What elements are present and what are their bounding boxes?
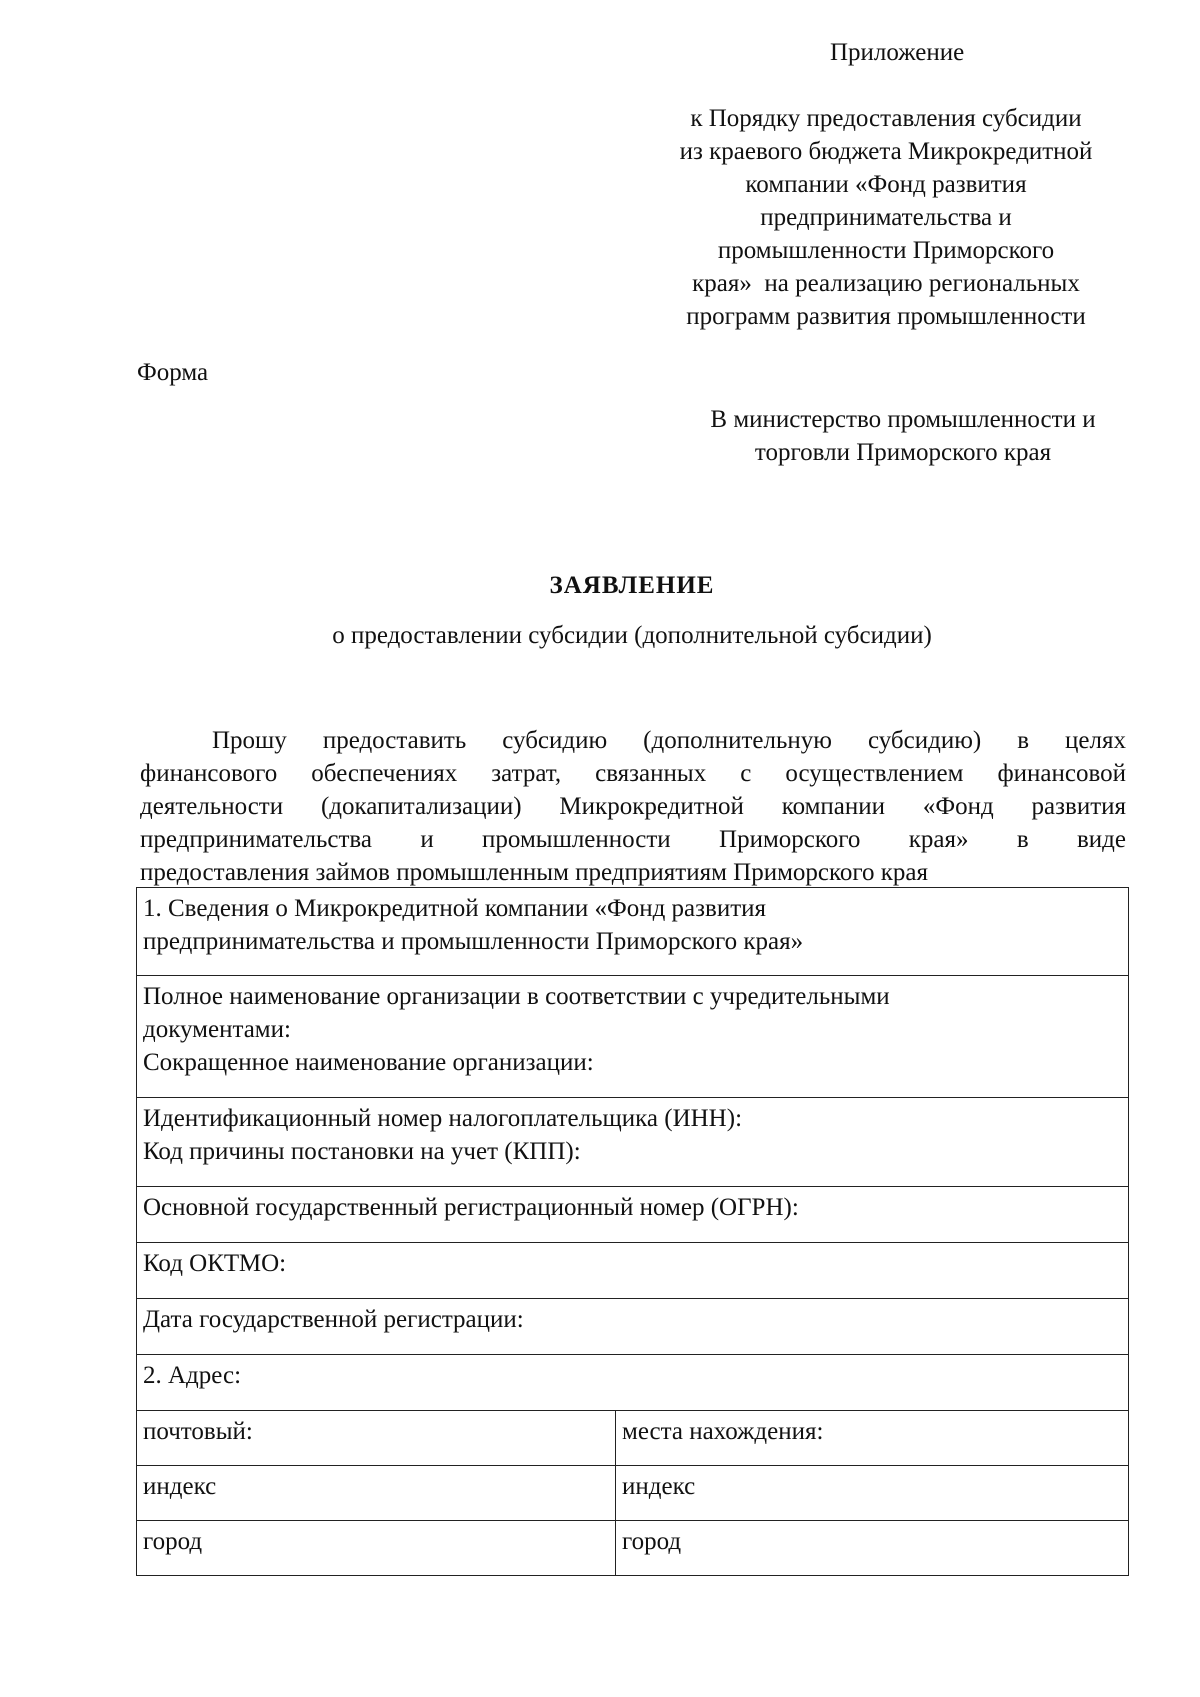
addressee-line: В министерство промышленности и — [710, 406, 1096, 433]
paragraph-line: Прошу предоставить субсидию (дополнительную субсидию) в целях — [212, 727, 1126, 754]
registration-date-field[interactable] — [137, 1299, 1129, 1355]
postal-city-field[interactable] — [137, 1521, 616, 1576]
full-name-field[interactable] — [137, 976, 1129, 1098]
location-city-field[interactable] — [616, 1521, 1129, 1576]
postal-address-label: почтовый: — [143, 1418, 253, 1445]
appendix-line: программ развития промышленности — [686, 303, 1086, 330]
appendix-title: Приложение — [830, 39, 965, 66]
form-label: Форма — [137, 359, 209, 386]
paragraph-line: предпринимательства и промышленности Приморского края» в виде — [140, 826, 1126, 853]
paragraph-line: деятельности (докапитализации) Микрокредитной компании «Фонд развития — [140, 793, 1126, 820]
location-address-label: места нахождения: — [622, 1418, 824, 1445]
address-section-header — [137, 1355, 1129, 1411]
section-1-line: предпринимательства и промышленности Приморского края» — [143, 928, 804, 955]
appendix-line: компании «Фонд развития — [745, 171, 1027, 198]
inn-label: Идентификационный номер налогоплательщика (ИНН): — [143, 1105, 743, 1132]
appendix-line: края» на реализацию региональных — [692, 270, 1080, 297]
postal-index-field[interactable] — [137, 1466, 616, 1521]
document-subtitle: о предоставлении субсидии (дополнительной субсидии) — [332, 622, 932, 649]
postal-address-field[interactable] — [137, 1411, 616, 1466]
company-info-table — [136, 887, 1129, 1576]
full-name-label: Полное наименование организации в соответствии с учредительными — [143, 983, 890, 1010]
appendix-line: предпринимательства и — [760, 204, 1012, 231]
addressee — [668, 403, 1138, 469]
paragraph-line: предоставления займов промышленным предприятиям Приморского края — [140, 859, 929, 886]
location-index-field[interactable] — [616, 1466, 1129, 1521]
section-1-header — [137, 888, 1129, 976]
registration-date-label: Дата государственной регистрации: — [143, 1306, 524, 1333]
appendix-reference — [636, 102, 1136, 333]
oktmo-field[interactable] — [137, 1243, 1129, 1299]
addressee-line: торговли Приморского края — [754, 439, 1052, 466]
document-title: ЗАЯВЛЕНИЕ — [549, 572, 715, 599]
section-1-line: 1. Сведения о Микрокредитной компании «Фонд развития — [143, 895, 767, 922]
request-paragraph — [140, 724, 1126, 889]
ogrn-label: Основной государственный регистрационный номер (ОГРН): — [143, 1194, 799, 1221]
paragraph-line: финансового обеспечениях затрат, связанных с осуществлением финансовой — [140, 760, 1126, 787]
appendix-line: из краевого бюджета Микрокредитной — [679, 138, 1093, 165]
appendix-line: промышленности Приморского — [717, 237, 1055, 264]
inn-kpp-field[interactable] — [137, 1098, 1129, 1187]
short-name-label: Сокращенное наименование организации: — [143, 1049, 594, 1076]
address-header-label: 2. Адрес: — [143, 1362, 242, 1389]
location-city-label: город — [622, 1528, 682, 1555]
postal-index-label: индекс — [143, 1473, 217, 1500]
location-address-field[interactable] — [616, 1411, 1129, 1466]
full-name-label-cont: документами: — [143, 1016, 291, 1043]
location-index-label: индекс — [622, 1473, 696, 1500]
postal-city-label: город — [143, 1528, 203, 1555]
kpp-label: Код причины постановки на учет (КПП): — [143, 1138, 581, 1165]
ogrn-field[interactable] — [137, 1187, 1129, 1243]
appendix-line: к Порядку предоставления субсидии — [690, 105, 1082, 132]
oktmo-label: Код ОКТМО: — [143, 1250, 287, 1277]
